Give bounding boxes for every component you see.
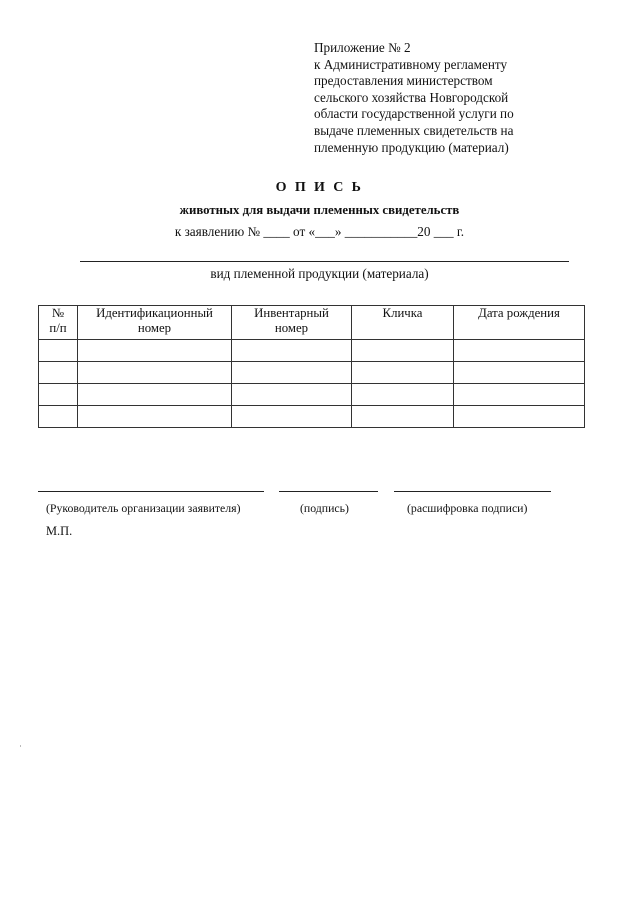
appendix-line: племенную продукцию (материал) xyxy=(314,139,509,155)
stamp-place-label: М.П. xyxy=(46,524,73,538)
table-header-row xyxy=(39,306,585,340)
document-subtitle: животных для выдачи племенных свидетельств xyxy=(179,203,460,217)
product-type-rule xyxy=(80,261,569,262)
table-cell[interactable] xyxy=(232,340,352,362)
document-title: О П И С Ь xyxy=(275,180,364,195)
table-cell[interactable] xyxy=(39,384,78,406)
table-cell[interactable] xyxy=(352,384,454,406)
header-line: номер xyxy=(274,321,309,335)
header-line: номер xyxy=(137,321,172,335)
table-cell[interactable] xyxy=(454,384,585,406)
header-birth-date xyxy=(454,306,585,340)
header-name xyxy=(352,306,454,340)
appendix-line: сельского хозяйства Новгородской xyxy=(314,89,509,105)
appendix-line: Приложение № 2 xyxy=(314,40,411,55)
animal-inventory-table xyxy=(38,305,585,428)
header-line: Кличка xyxy=(382,306,423,320)
appendix-line: к Административному регламенту xyxy=(314,56,508,72)
header-line: № xyxy=(51,306,65,320)
signature-decoding-line xyxy=(394,491,551,492)
appendix-line: выдаче племенных свидетельств на xyxy=(314,122,514,138)
appendix-line: области государственной услуги по xyxy=(314,106,514,122)
table-cell[interactable] xyxy=(232,406,352,428)
header-line: Инвентарный xyxy=(254,306,329,320)
table-cell[interactable] xyxy=(352,340,454,362)
table-cell[interactable] xyxy=(39,406,78,428)
table-cell[interactable] xyxy=(352,362,454,384)
table-cell[interactable] xyxy=(78,406,232,428)
table-row xyxy=(39,362,585,384)
table-cell[interactable] xyxy=(454,406,585,428)
scan-speck xyxy=(20,745,21,747)
table-cell[interactable] xyxy=(39,340,78,362)
table-row xyxy=(39,384,585,406)
table-cell[interactable] xyxy=(78,340,232,362)
table-cell[interactable] xyxy=(78,384,232,406)
table-cell[interactable] xyxy=(232,384,352,406)
table-cell[interactable] xyxy=(78,362,232,384)
signature-decoding-caption: (расшифровка подписи) xyxy=(407,501,528,515)
appendix-line: предоставления министерством xyxy=(314,73,493,89)
signature-caption: (подпись) xyxy=(300,501,349,515)
header-inventory-number xyxy=(232,306,352,340)
manager-signature-line xyxy=(38,491,264,492)
table-cell[interactable] xyxy=(454,340,585,362)
product-type-caption: вид племенной продукции (материала) xyxy=(210,266,429,281)
table-cell[interactable] xyxy=(454,362,585,384)
appendix-block xyxy=(314,40,634,156)
header-identification-number xyxy=(78,306,232,340)
table-cell[interactable] xyxy=(39,362,78,384)
table-cell[interactable] xyxy=(232,362,352,384)
header-line: Дата рождения xyxy=(478,306,560,320)
header-line: Идентификационный xyxy=(96,306,213,320)
header-number xyxy=(39,306,78,340)
table-cell[interactable] xyxy=(352,406,454,428)
signature-line xyxy=(279,491,378,492)
manager-caption: (Руководитель организации заявителя) xyxy=(46,501,241,515)
table-row xyxy=(39,340,585,362)
header-line: п/п xyxy=(49,321,67,335)
application-reference-line: к заявлению № ____ от «___» ___________20 ___ г. xyxy=(174,224,465,239)
table-row xyxy=(39,406,585,428)
